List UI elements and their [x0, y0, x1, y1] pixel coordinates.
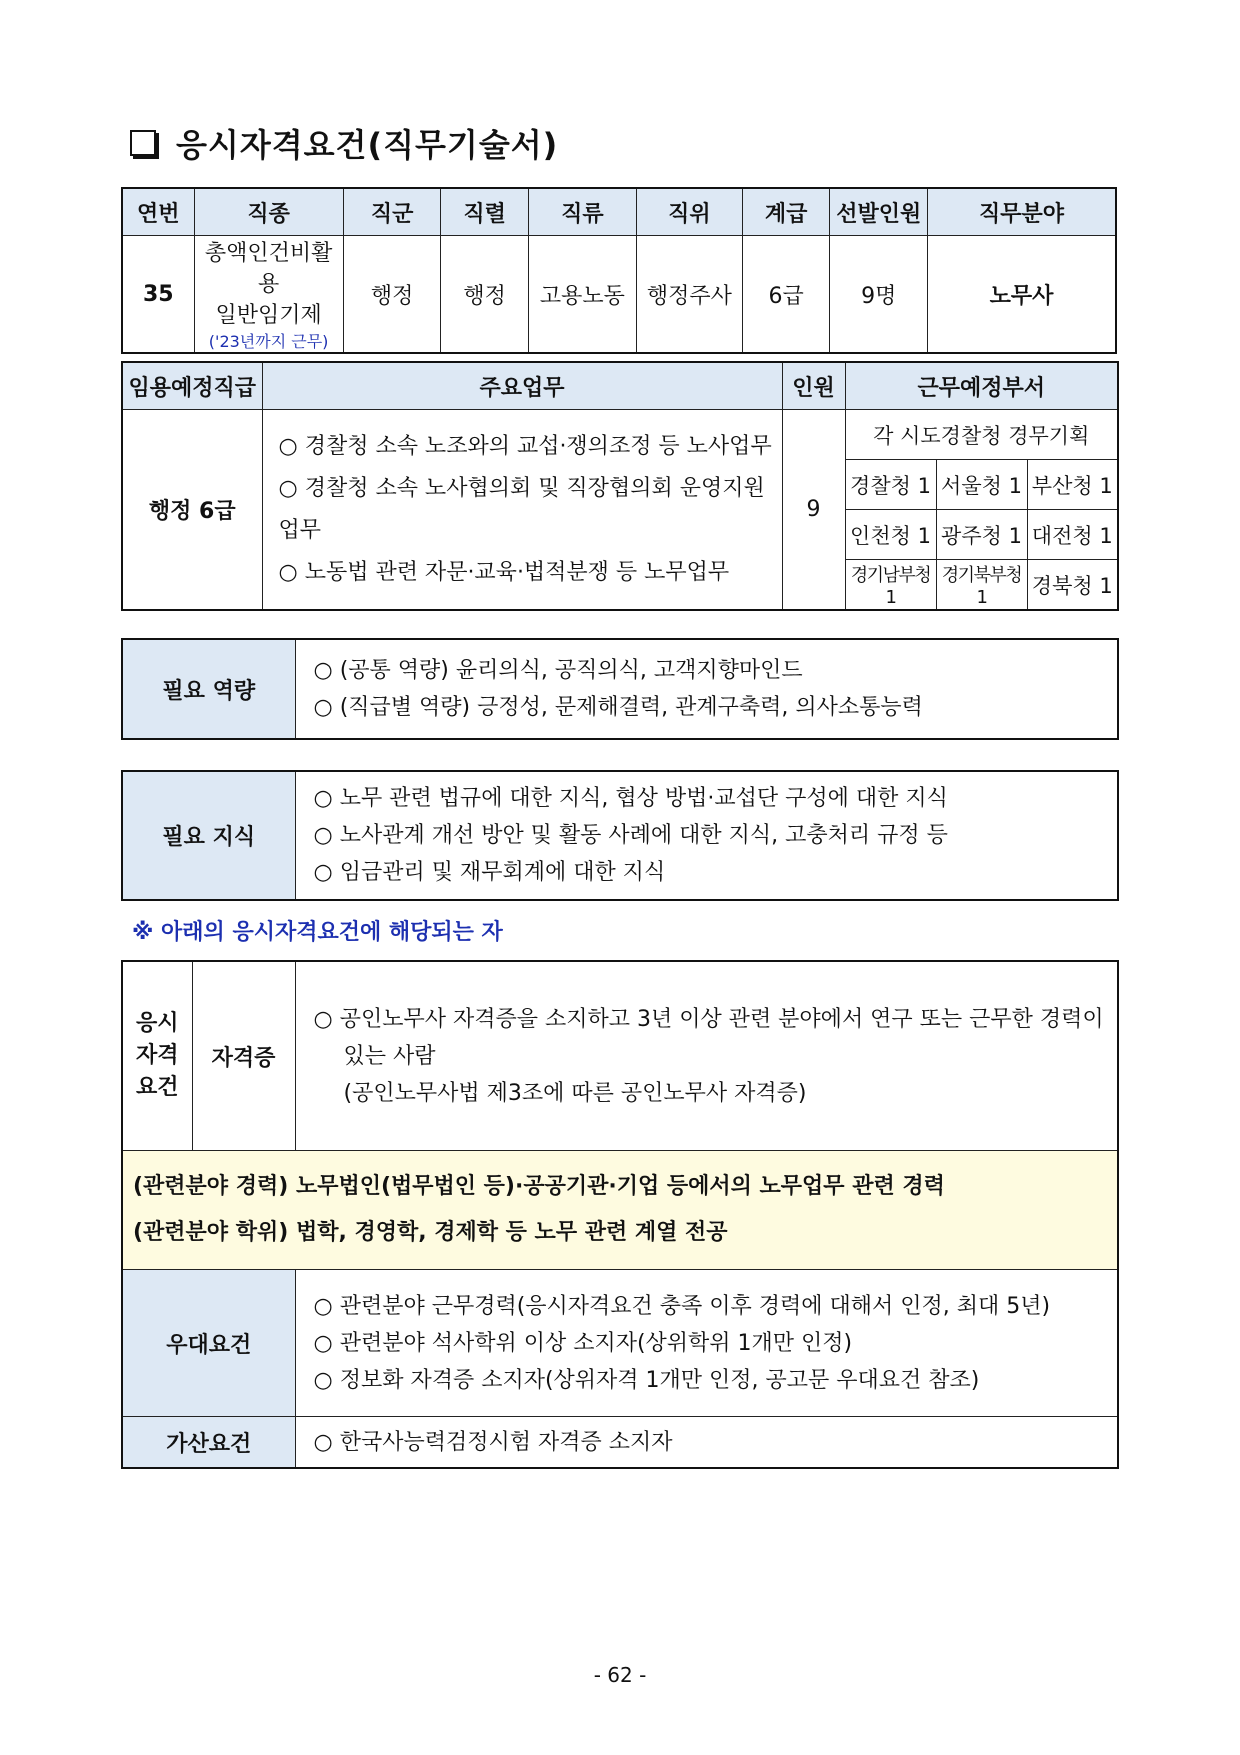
related-field-box [122, 1151, 1118, 1270]
dept-cell: 인천청 1 [845, 510, 936, 560]
knowledge-item: ○ 임금관리 및 재무회계에 대한 지식 [313, 860, 666, 885]
dept-cell: 경북청 1 [1027, 560, 1118, 611]
preference-items [295, 1270, 1118, 1417]
cell-headcount: 9 [782, 410, 845, 611]
type-note: ('23년까지 근무) [208, 332, 329, 351]
dept-cell: 서울청 1 [936, 460, 1027, 510]
type-line1: 총액인건비활용 [204, 241, 333, 297]
type-line2: 일반임기제 [215, 303, 322, 328]
duty-item: ○ 노동법 관련 자문·교육·법적분쟁 등 노무업무 [278, 559, 730, 585]
dept-header-cell: 각 시도경찰청 경무기획 [845, 410, 1118, 460]
bonus-label: 가산요건 [122, 1417, 295, 1469]
header-no: 연번 [122, 188, 194, 236]
competency-items [295, 639, 1118, 739]
preference-label: 우대요건 [122, 1270, 295, 1417]
knowledge-table [121, 770, 1119, 901]
header-group: 직군 [343, 188, 441, 236]
knowledge-item: ○ 노사관계 개선 방안 및 활동 사례에 대한 지식, 고충처리 규정 등 [313, 823, 948, 848]
duty-item: ○ 경찰청 소속 노조와의 교섭·쟁의조정 등 노사업무 [278, 433, 772, 459]
cell-count: 9명 [830, 236, 928, 354]
dept-cell: 광주청 1 [936, 510, 1027, 560]
dept-cell: 경기남부청 1 [845, 560, 936, 611]
page-title-text: 응시자격요건(직무기술서) [176, 126, 559, 164]
duties-table [121, 361, 1119, 611]
header-field: 직무분야 [928, 188, 1116, 236]
preference-item: ○ 정보화 자격증 소지자(상위자격 1개만 인정, 공고문 우대요건 참조) [313, 1367, 980, 1393]
eligibility-note: ※ 아래의 응시자격요건에 해당되는 자 [132, 920, 503, 945]
header-headcount: 인원 [782, 362, 845, 410]
header-category: 직류 [528, 188, 636, 236]
license-items [295, 961, 1118, 1151]
cell-position: 행정주사 [636, 236, 742, 354]
knowledge-items [295, 771, 1118, 900]
position-summary-table [121, 187, 1117, 354]
header-position: 직위 [636, 188, 742, 236]
competency-table [121, 638, 1119, 740]
header-count: 선발인원 [830, 188, 928, 236]
competency-item: ○ (공통 역량) 윤리의식, 공직의식, 고객지향마인드 [313, 658, 803, 683]
cell-series: 행정 [441, 236, 528, 354]
header-series: 직렬 [441, 188, 528, 236]
qualification-table [121, 960, 1119, 1469]
cell-field: 노무사 [928, 236, 1116, 354]
dept-cell: 부산청 1 [1027, 460, 1118, 510]
cell-group: 행정 [343, 236, 441, 354]
page-title [130, 120, 558, 166]
header-duties: 주요업무 [262, 362, 782, 410]
checkbox-square-icon [130, 130, 156, 156]
bonus-items [295, 1417, 1118, 1469]
competency-label: 필요 역량 [122, 639, 295, 739]
cell-type [194, 236, 343, 354]
cell-appoint-grade: 행정 6급 [122, 410, 262, 611]
cell-category: 고용노동 [528, 236, 636, 354]
cell-duties [262, 410, 782, 611]
header-dept: 근무예정부서 [845, 362, 1118, 410]
related-item: (관련분야 경력) 노무법인(법무법인 등)·공공기관·기업 등에서의 노무업무 관련 경력 [133, 1174, 945, 1199]
dept-cell: 경기북부청 1 [936, 560, 1027, 611]
related-item: (관련분야 학위) 법학, 경영학, 경제학 등 노무 관련 계열 전공 [133, 1220, 728, 1245]
qualification-label: 응시 자격 요건 [122, 961, 192, 1151]
license-item: ○ 공인노무사 자격증을 소지하고 3년 이상 관련 분야에서 연구 또는 근무한 경력이 있는 사람 [313, 1006, 1104, 1069]
license-item-note: (공인노무사법 제3조에 따른 공인노무사 자격증) [343, 1080, 807, 1106]
header-type: 직종 [194, 188, 343, 236]
dept-cell: 경찰청 1 [845, 460, 936, 510]
dept-cell: 대전청 1 [1027, 510, 1118, 560]
preference-item: ○ 관련분야 석사학위 이상 소지자(상위학위 1개만 인정) [313, 1330, 853, 1356]
header-grade: 계급 [742, 188, 829, 236]
license-label: 자격증 [192, 961, 295, 1151]
cell-grade: 6급 [742, 236, 829, 354]
bonus-item: ○ 한국사능력검정시험 자격증 소지자 [313, 1429, 673, 1455]
competency-item: ○ (직급별 역량) 긍정성, 문제해결력, 관계구축력, 의사소통능력 [313, 695, 923, 720]
cell-no: 35 [122, 236, 194, 354]
page-number: - 62 - [593, 1663, 647, 1687]
duty-item: ○ 경찰청 소속 노사협의회 및 직장협의회 운영지원 업무 [278, 475, 765, 543]
knowledge-label: 필요 지식 [122, 771, 295, 900]
knowledge-item: ○ 노무 관련 법규에 대한 지식, 협상 방법·교섭단 구성에 대한 지식 [313, 786, 948, 811]
header-appoint-grade: 임용예정직급 [122, 362, 262, 410]
preference-item: ○ 관련분야 근무경력(응시자격요건 충족 이후 경력에 대해서 인정, 최대 5년) [313, 1293, 1051, 1319]
